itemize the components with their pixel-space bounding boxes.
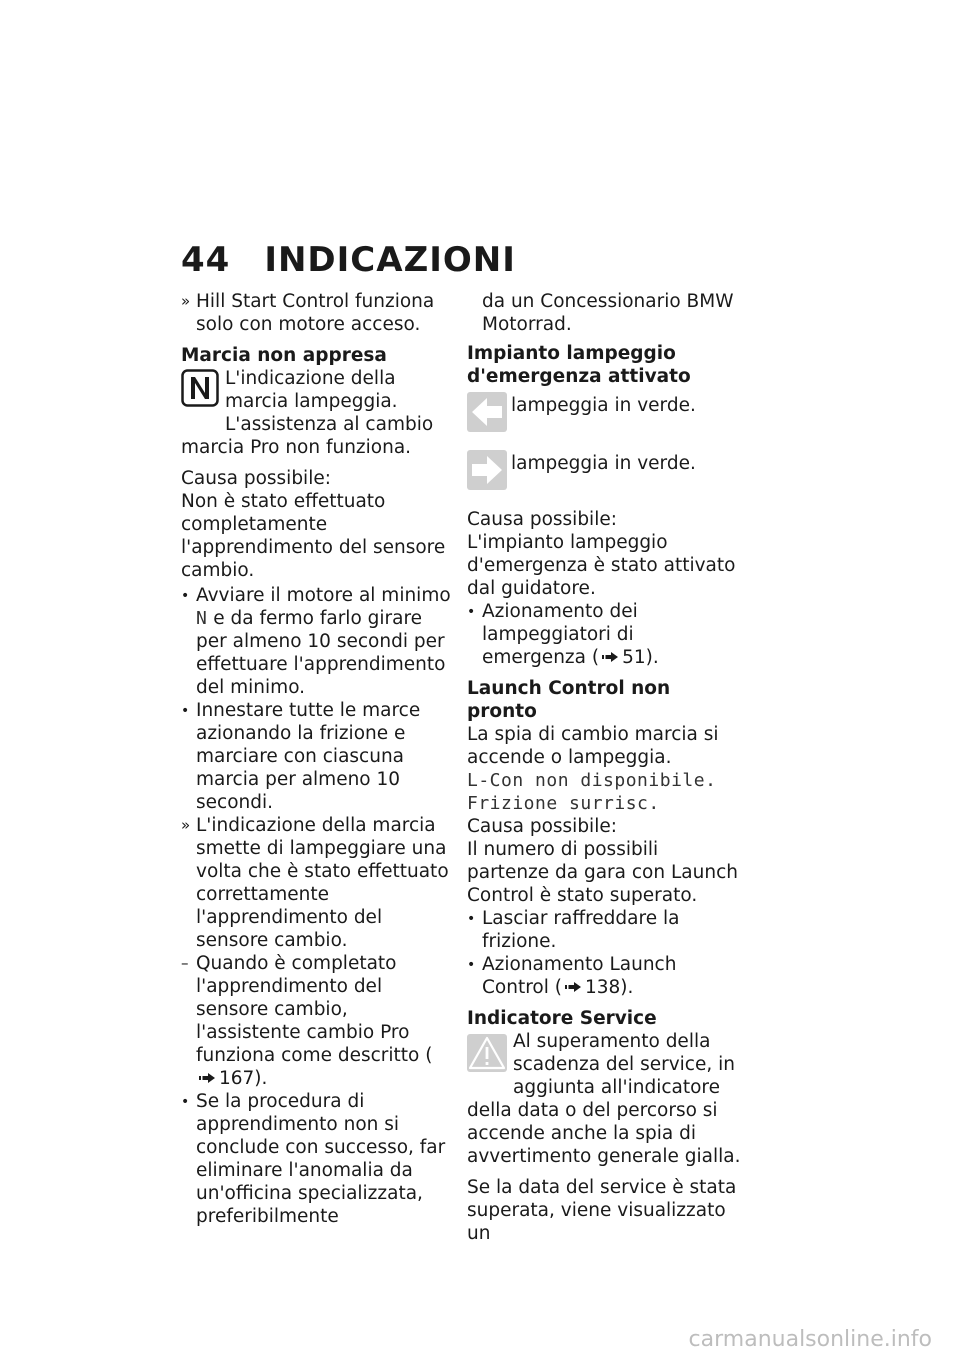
service-text-2: Se la data del service è stata superata, viene visualizzato un xyxy=(467,1177,737,1244)
result-text: Hill Start Control funziona solo con motore acceso. xyxy=(196,291,435,335)
dash-item: – Quando è completato l'apprendimento del sensore cambio, l'assistente cambio Pro funziona come descritto (167). xyxy=(181,953,433,1089)
action-text: Azionamento dei lampeggiatori di emergenza ( xyxy=(482,601,638,668)
bullet-marker: • xyxy=(467,957,476,973)
action-text: Azionamento Launch Control ( xyxy=(482,954,677,998)
cause-text: Il numero di possibili partenze da gara con Launch Control è stato superato. xyxy=(467,839,738,906)
cause-text: L'impianto lampeggio d'emergenza è stato attivato dal guidatore. xyxy=(467,532,736,599)
launch-text: La spia di cambio marcia si accende o lampeggia. xyxy=(467,724,719,768)
column-left xyxy=(181,290,453,1228)
page-reference[interactable]: 167). xyxy=(219,1068,268,1089)
result-text: L'indicazione della marcia smette di lampeggiare una volta che è stato effettuato correttamente l'apprendimento del sensore cambio. xyxy=(196,815,449,951)
cause-label: Causa possibile: xyxy=(467,509,617,530)
cause-label: Causa possibile: xyxy=(467,816,617,837)
arrow-right-icon xyxy=(467,450,507,496)
watermark: carmanualsonline.info xyxy=(688,1327,932,1352)
page-reference[interactable]: 138). xyxy=(584,977,634,998)
marcia-text: L'indicazione della marcia lampeggia. L'assistenza al cambio marcia Pro non funziona. xyxy=(181,368,434,458)
marcia-description xyxy=(181,367,453,459)
page-reference-arrow-icon xyxy=(599,651,619,663)
page-number: 44 xyxy=(181,240,231,280)
step-text: Se la procedura di apprendimento non si conclude con successo, far eliminare l'anomalia da un'officina specializzata, preferibilmente xyxy=(196,1091,446,1227)
step-text-cont: e da fermo farlo girare per almeno 10 secondi per effettuare l'apprendimento del minimo. xyxy=(196,608,446,698)
heading-hazard: Impianto lampeggio d'emergenza attivato xyxy=(467,343,691,387)
page-reference-arrow-icon xyxy=(562,981,582,993)
service-description xyxy=(467,1030,743,1168)
bullet-marker: • xyxy=(467,911,476,927)
action-text: Lasciar raffreddare la frizione. xyxy=(482,908,680,952)
column-right xyxy=(467,290,743,1253)
display-message-1: L-Con non disponibile. xyxy=(467,770,717,791)
bullet-marker: • xyxy=(181,703,190,719)
page-reference[interactable]: 51). xyxy=(622,647,659,668)
service-text: Al superamento della scadenza del service, in aggiunta all'indicatore della data o del percorso si accende anche la spia di avvertimento generale gialla. xyxy=(467,1031,741,1167)
heading-marcia-non-appresa: Marcia non appresa xyxy=(181,345,387,366)
hazard-right-row xyxy=(467,450,743,496)
warning-triangle-icon xyxy=(467,1034,507,1078)
arrow-left-icon xyxy=(467,392,507,438)
step-text: Innestare tutte le marce azionando la frizione e marciare con ciascuna marcia per almeno 10 secondi. xyxy=(196,700,421,813)
dash-text: Quando è completato l'apprendimento del sensore cambio, l'assistente cambio Pro funziona come descritto xyxy=(196,953,420,1066)
bullet-item xyxy=(467,953,743,999)
bullet-item xyxy=(181,699,453,814)
result-item xyxy=(181,290,453,336)
bullet-item xyxy=(467,907,743,953)
hazard-left-text: lampeggia in verde. xyxy=(511,395,696,416)
section-title: INDICAZIONI xyxy=(264,240,516,280)
heading-launch-control: Launch Control non pronto xyxy=(467,678,671,722)
neutral-code: N xyxy=(196,608,208,629)
bullet-marker: • xyxy=(467,604,476,620)
bullet-marker: • xyxy=(181,1094,190,1110)
bullet-marker: • xyxy=(181,588,190,604)
continued-text: da un Concessionario BMW Motorrad. xyxy=(482,291,734,335)
hazard-right-text: lampeggia in verde. xyxy=(511,453,696,474)
step-text: Avviare il motore al minimo xyxy=(196,585,451,606)
page-title xyxy=(181,240,516,280)
display-message-2: Frizione surrisc. xyxy=(467,793,660,814)
gear-neutral-n-icon xyxy=(181,369,219,413)
result-marker: » xyxy=(181,292,191,310)
dash-marker: – xyxy=(181,954,189,972)
result-item xyxy=(181,814,453,952)
result-marker: » xyxy=(181,816,191,834)
bullet-item xyxy=(467,600,743,669)
page-reference-arrow-icon xyxy=(196,1072,216,1084)
bullet-item xyxy=(181,1090,453,1228)
cause-text: Non è stato effettuato completamente l'apprendimento del sensore cambio. xyxy=(181,491,446,581)
hazard-left-row xyxy=(467,392,743,438)
heading-service: Indicatore Service xyxy=(467,1008,657,1029)
cause-label: Causa possibile: xyxy=(181,468,331,489)
bullet-item xyxy=(181,584,453,699)
